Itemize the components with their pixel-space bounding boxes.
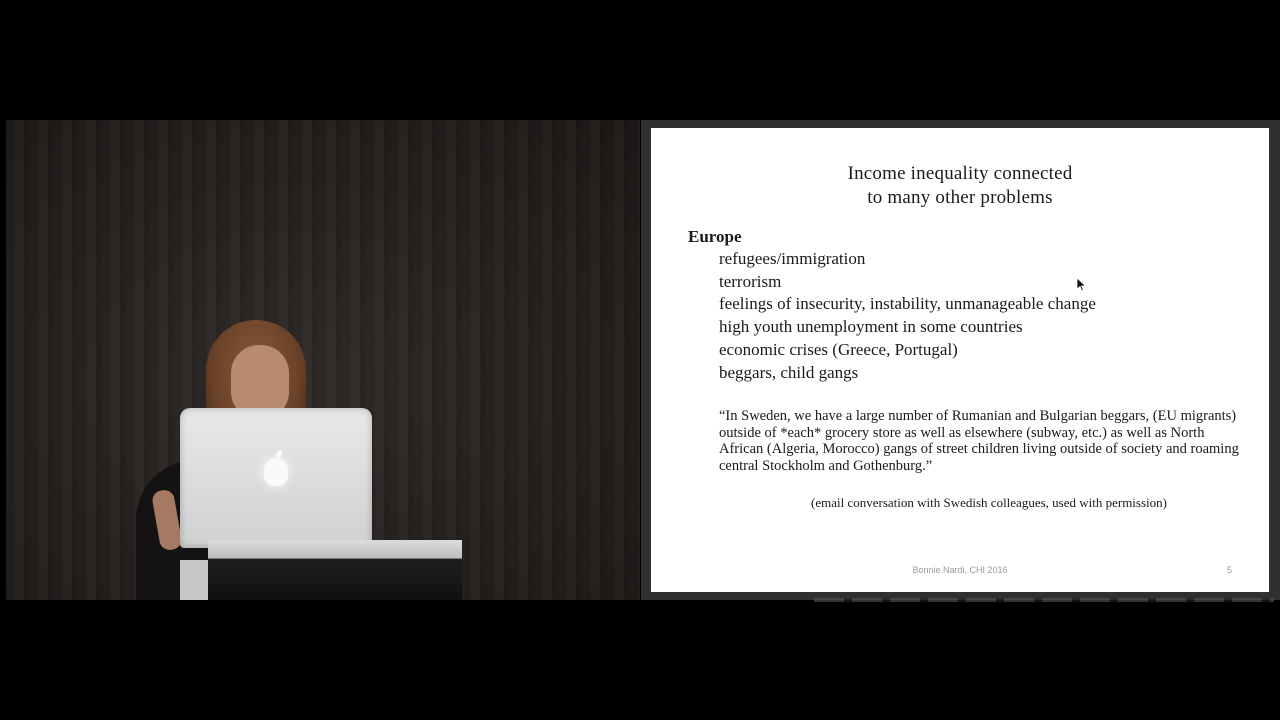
apple-logo-icon bbox=[264, 458, 288, 486]
section-heading: Europe bbox=[688, 227, 742, 246]
bullet-list bbox=[719, 248, 1096, 384]
quote-text: “In Sweden, we have a large number of Rumanian and Bulgarian beggars, (EU migrants) outside of *each* grocery store as well as elsewhere (subway, etc.) as well as North African (Algeria, Morocco) gangs of street children living outside of society and roaming central Stockholm and Gothenburg.” bbox=[719, 408, 1239, 474]
quote-citation: (email conversation with Swedish colleagues, used with permission) bbox=[811, 495, 1167, 510]
slide-number: 5 bbox=[1226, 565, 1232, 575]
presentation-slide bbox=[651, 128, 1269, 592]
list-item: economic crises (Greece, Portugal) bbox=[719, 339, 958, 359]
podium bbox=[208, 540, 462, 600]
laptop bbox=[180, 408, 372, 548]
list-item: high youth unemployment in some countries bbox=[719, 317, 1023, 337]
speaker-video bbox=[6, 120, 640, 600]
slide-title bbox=[651, 162, 1269, 210]
slide-title-line-1: Income inequality connected bbox=[847, 163, 1073, 184]
list-item: beggars, child gangs bbox=[719, 362, 859, 382]
slide-footer-author: Bonnie Nardi, CHI 2016 bbox=[912, 565, 1008, 575]
list-item: feelings of insecurity, instability, unmanageable change bbox=[719, 294, 1096, 314]
video-bottom-strip bbox=[814, 598, 1274, 602]
list-item: terrorism bbox=[719, 271, 782, 291]
list-item: refugees/immigration bbox=[719, 249, 866, 268]
slide-title-line-2: to many other problems bbox=[867, 187, 1053, 208]
